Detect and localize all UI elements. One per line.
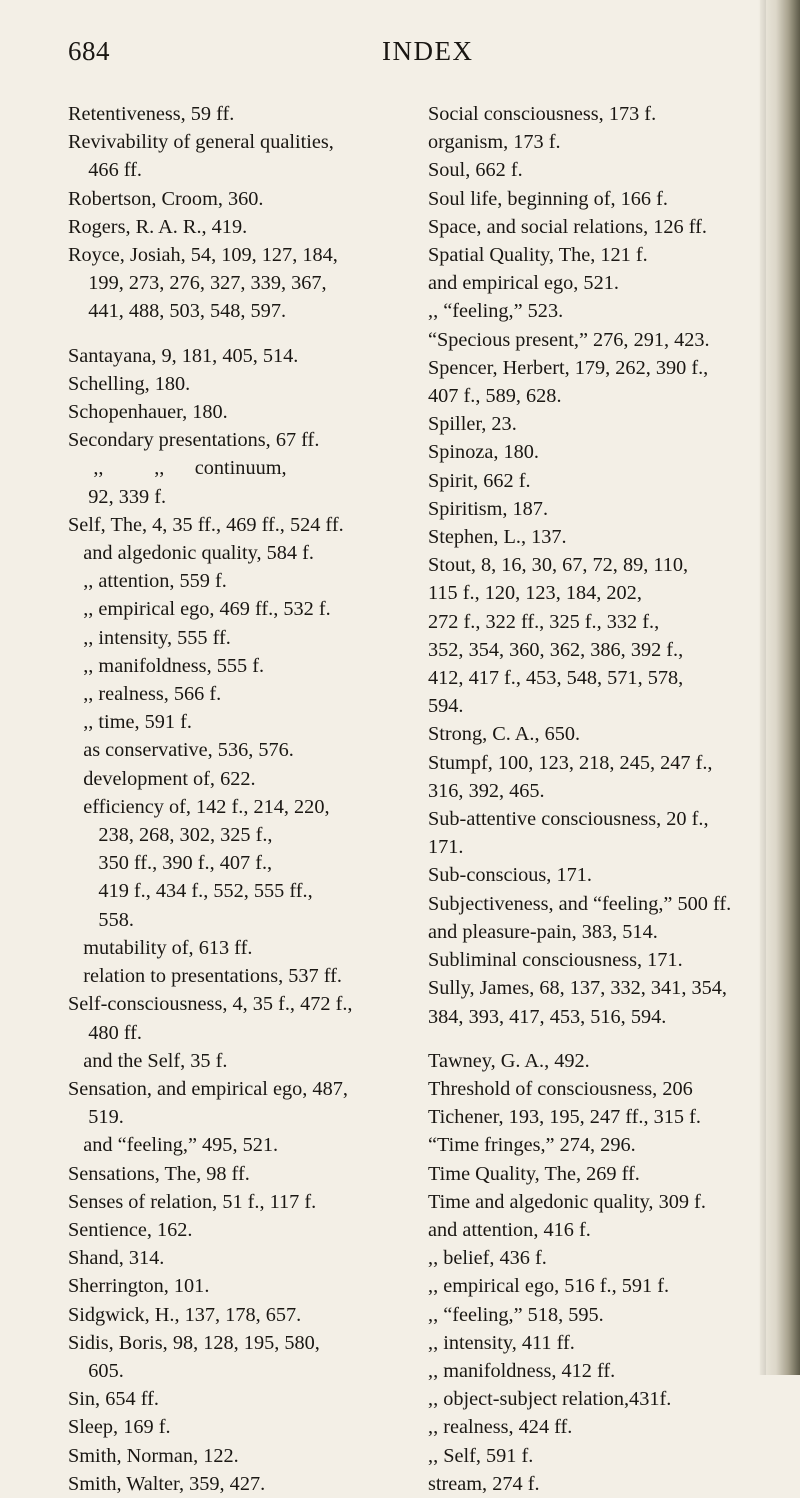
page-header — [0, 36, 770, 76]
index-entry-line: Time Quality, The, 269 ff. — [428, 1162, 640, 1185]
index-entry-line: Self-consciousness, 4, 35 f., 472 f., — [68, 993, 353, 1016]
index-entry-line: Sub-conscious, 171. — [428, 864, 592, 887]
index-entry-line: and “feeling,” 495, 521. — [68, 1134, 279, 1157]
index-entry-line: Spiller, 23. — [428, 413, 517, 436]
index-entry-line: 92, 339 f. — [68, 485, 167, 508]
index-entry-line: ,, object-subject relation,431f. — [428, 1388, 672, 1411]
index-entry-line: Space, and social relations, 126 ff. — [428, 215, 707, 238]
index-entry-line: ,, intensity, 555 ff. — [68, 626, 231, 649]
index-entry-line: Time and algedonic quality, 309 f. — [428, 1190, 706, 1213]
index-entry-line: Sully, James, 68, 137, 332, 341, 354, — [428, 977, 727, 1000]
index-entry-line: mutability of, 613 ff. — [68, 936, 253, 959]
index-entry-line: 238, 268, 302, 325 f., — [68, 824, 273, 847]
index-entry-line: Social consciousness, 173 f. — [428, 103, 657, 125]
index-entry-line: Sleep, 169 f. — [68, 1416, 171, 1439]
index-entry-line: and algedonic quality, 584 f. — [68, 542, 314, 565]
index-entry-line: Sensation, and empirical ego, 487, — [68, 1077, 348, 1100]
index-entry-line: and pleasure-pain, 383, 514. — [428, 920, 658, 943]
index-entry-line: and empirical ego, 521. — [428, 272, 619, 295]
index-entry-line: 594. — [428, 695, 464, 718]
index-entry-line: Spatial Quality, The, 121 f. — [428, 244, 648, 267]
index-entry-line: Threshold of consciousness, 206 — [428, 1077, 693, 1100]
index-entry-line: Retentiveness, 59 ff. — [68, 103, 235, 125]
index-entry-line: ,, Self, 591 f. — [428, 1444, 534, 1467]
index-entry-line: Sin, 654 ff. — [68, 1388, 159, 1411]
book-binding-edge — [760, 0, 800, 1375]
index-entry-line: 272 f., 322 ff., 325 f., 332 f., — [428, 610, 660, 633]
index-entry-line: Soul, 662 f. — [428, 159, 523, 182]
index-entry-line: 558. — [68, 908, 134, 931]
index-entry-line: ,, manifoldness, 555 f. — [68, 654, 265, 677]
index-entry-line: Smith, Walter, 359, 427. — [68, 1472, 266, 1495]
index-entry-line: ,, manifoldness, 412 ff. — [428, 1359, 616, 1382]
index-entry-line: Robertson, Croom, 360. — [68, 187, 264, 210]
index-entry-line: ,, belief, 436 f. — [428, 1247, 547, 1270]
index-entry-line: ,, “feeling,” 523. — [428, 300, 564, 323]
index-entry-line: ,, time, 591 f. — [68, 711, 192, 734]
running-title: INDEX — [382, 36, 474, 66]
index-entry-line: 480 ff. — [68, 1021, 142, 1044]
index-column-left — [68, 100, 408, 1498]
index-entry-line: Subjectiveness, and “feeling,” 500 ff. — [428, 892, 732, 915]
index-entry-line: Spirit, 662 f. — [428, 469, 531, 492]
index-entry-line: Strong, C. A., 650. — [428, 723, 581, 746]
index-entry-line: Stephen, L., 137. — [428, 526, 567, 549]
index-entry-line: “Time fringes,” 274, 296. — [428, 1134, 636, 1157]
index-entry-line: and attention, 416 f. — [428, 1218, 591, 1241]
index-entry-line: Schopenhauer, 180. — [68, 401, 228, 424]
index-entry-line: Rogers, R. A. R., 419. — [68, 215, 248, 238]
index-entry-line: ,, intensity, 411 ff. — [428, 1331, 575, 1354]
index-entry-line: ,, ,, continuum, — [68, 457, 287, 480]
index-entry-line: development of, 622. — [68, 767, 256, 790]
index-entry-line: ,, attention, 559 f. — [68, 570, 227, 593]
index-entry-line: Spencer, Herbert, 179, 262, 390 f., — [428, 356, 709, 379]
index-entry-line: Spinoza, 180. — [428, 441, 539, 464]
section-gap — [428, 1031, 763, 1047]
index-entry-line: Smith, Norman, 122. — [68, 1444, 239, 1467]
index-entry-line: “Specious present,” 276, 291, 423. — [428, 328, 710, 351]
index-entry-line: 412, 417 f., 453, 548, 571, 578, — [428, 667, 684, 690]
index-entry-line: organism, 173 f. — [428, 131, 561, 154]
index-entry-line: Tichener, 193, 195, 247 ff., 315 f. — [428, 1106, 701, 1129]
index-entry-line: ,, realness, 424 ff. — [428, 1416, 573, 1439]
index-entry-line: Subliminal consciousness, 171. — [428, 949, 683, 972]
index-entry-line: Stumpf, 100, 123, 218, 245, 247 f., — [428, 751, 713, 774]
index-entry-line: as conservative, 536, 576. — [68, 739, 294, 762]
index-entry-line: and the Self, 35 f. — [68, 1049, 228, 1072]
index-entry-line: relation to presentations, 537 ff. — [68, 965, 342, 988]
index-entry-line: 199, 273, 276, 327, 339, 367, — [68, 272, 327, 295]
index-entry-line: ,, empirical ego, 469 ff., 532 f. — [68, 598, 331, 621]
index-entry-line: ,, realness, 566 f. — [68, 683, 222, 706]
index-entry-line: 384, 393, 417, 453, 516, 594. — [428, 1005, 667, 1028]
index-column-right — [428, 100, 763, 1498]
index-entry-line: Sub-attentive consciousness, 20 f., — [428, 808, 709, 831]
index-entry-line: Schelling, 180. — [68, 372, 191, 395]
index-entry-line: Spiritism, 187. — [428, 497, 549, 520]
index-entry-line: Revivability of general qualities, — [68, 131, 334, 154]
index-entry-line: ,, “feeling,” 518, 595. — [428, 1303, 604, 1326]
page-number: 684 — [68, 36, 110, 66]
index-entry-line: Secondary presentations, 67 ff. — [68, 429, 320, 452]
index-entry-line: Sidgwick, H., 137, 178, 657. — [68, 1303, 302, 1326]
index-entry-line: 605. — [68, 1359, 124, 1382]
index-entry-line: 519. — [68, 1106, 124, 1129]
index-entry-line: Stout, 8, 16, 30, 67, 72, 89, 110, — [428, 554, 689, 577]
index-entry-line: 115 f., 120, 123, 184, 202, — [428, 582, 642, 605]
index-entry-line: Tawney, G. A., 492. — [428, 1049, 590, 1072]
index-entry-line: 316, 392, 465. — [428, 779, 545, 802]
index-entry-line: 407 f., 589, 628. — [428, 385, 562, 408]
index-entry-line: 441, 488, 503, 548, 597. — [68, 300, 287, 323]
index-entry-line: Santayana, 9, 181, 405, 514. — [68, 344, 299, 367]
index-entry-line: 466 ff. — [68, 159, 142, 182]
index-entry-line: Self, The, 4, 35 ff., 469 ff., 524 ff. — [68, 513, 344, 536]
index-entry-line: stream, 274 f. — [428, 1472, 540, 1495]
index-entry-line: Sidis, Boris, 98, 128, 195, 580, — [68, 1331, 320, 1354]
index-entry-line: 419 f., 434 f., 552, 555 ff., — [68, 880, 313, 903]
index-entry-line: Senses of relation, 51 f., 117 f. — [68, 1190, 317, 1213]
index-entry-line: Royce, Josiah, 54, 109, 127, 184, — [68, 244, 338, 267]
index-entry-line: 171. — [428, 836, 464, 859]
index-entry-line: Sensations, The, 98 ff. — [68, 1162, 250, 1185]
section-gap — [68, 326, 408, 342]
index-entry-line: 350 ff., 390 f., 407 f., — [68, 852, 273, 875]
index-entry-line: efficiency of, 142 f., 214, 220, — [68, 795, 330, 818]
index-entry-line: 352, 354, 360, 362, 386, 392 f., — [428, 638, 684, 661]
index-entry-line: ,, empirical ego, 516 f., 591 f. — [428, 1275, 670, 1298]
index-entry-line: Soul life, beginning of, 166 f. — [428, 187, 668, 210]
index-entry-line: Sherrington, 101. — [68, 1275, 210, 1298]
index-entry-line: Shand, 314. — [68, 1247, 165, 1270]
index-entry-line: Sentience, 162. — [68, 1218, 193, 1241]
